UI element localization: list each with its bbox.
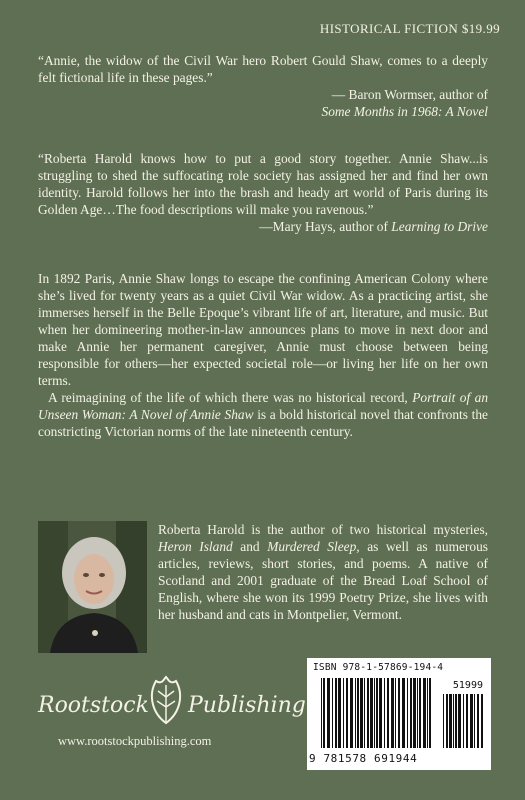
barcode-digits: 9 781578 691944 xyxy=(309,752,418,765)
attribution-title: Learning to Drive xyxy=(391,219,488,234)
publisher-url[interactable]: www.rootstockpublishing.com xyxy=(58,734,212,748)
bio-text-1: Roberta Harold is the author of two historical mysteries, xyxy=(158,522,488,537)
book-title: Portrait of an Unseen Woman: A Novel of Annie Shaw xyxy=(38,390,489,422)
bio-text-3: as well as numerous articles, reviews, short stories, and poems. A native of Scotland and 2001 graduate of the Bread Loaf School of English, where she won its 1999 Poetry Prize, she lives with her husband and cats in Montpelier, Vermont. xyxy=(158,539,488,622)
description-paragraph-1: In 1892 Paris, Annie Shaw longs to escape the confining American Colony where she’s lived for twenty years as a quiet Civil War widow. As a practicing artist, she immerses herself in the Belle Epoque’s vibrant life of art, literature, and music. But when her domineering mother-in-law announces plans to move in next door and make Annie her permanent caregiver, Annie must choose between being responsible for others—her expected societal role—or living her life on her own terms. xyxy=(38,271,488,388)
bio-book-1: Heron Island xyxy=(158,539,233,554)
genre-price: HISTORICAL FICTION $19.99 xyxy=(319,21,500,36)
logo-text-left: Rootstock xyxy=(38,693,149,718)
isbn-barcode xyxy=(307,658,491,770)
barcode-bars xyxy=(321,678,431,748)
isbn-label: ISBN 978-1-57869-194-4 xyxy=(313,662,444,673)
description-p2-end: is a bold historical novel that confronts the constricting Victorian norms of the late nineteenth century. xyxy=(38,407,488,439)
quote-attribution xyxy=(38,86,488,120)
author-bio xyxy=(158,521,488,623)
bio-text-2: and xyxy=(240,539,260,554)
leaf-icon xyxy=(146,675,186,725)
price-barcode-bars xyxy=(443,694,483,748)
bio-book-2: Murdered Sleep, xyxy=(267,539,360,554)
description-paragraph-2 xyxy=(38,389,488,440)
attribution-prefix: —Mary Hays, author of xyxy=(259,219,388,234)
quote-attribution xyxy=(38,218,488,235)
attribution-title: Some Months in 1968: A Novel xyxy=(321,104,488,119)
blurb-quote-1 xyxy=(38,52,488,120)
blurb-quote-2 xyxy=(38,150,488,235)
description-p2-start: A reimagining of the life of which there was no historical record, xyxy=(48,390,408,405)
price-code: 51999 xyxy=(452,680,483,691)
book-description xyxy=(38,270,488,440)
attribution-prefix: — Baron Wormser, author of xyxy=(331,87,488,102)
quote-text: “Roberta Harold knows how to put a good story together. Annie Shaw...is struggling to shed the suffocating role society has assigned her and find her own identity. Harold follows her into the brash and heady art world of Paris during its Golden Age…The food descriptions will make you ravenous.” xyxy=(38,151,488,217)
logo-text-right: Publishing xyxy=(188,693,306,718)
quote-text: “Annie, the widow of the Civil War hero Robert Gould Shaw, comes to a deeply felt fictional life in these pages.” xyxy=(38,53,488,85)
publisher-logo xyxy=(38,675,306,725)
author-photo xyxy=(38,521,147,653)
